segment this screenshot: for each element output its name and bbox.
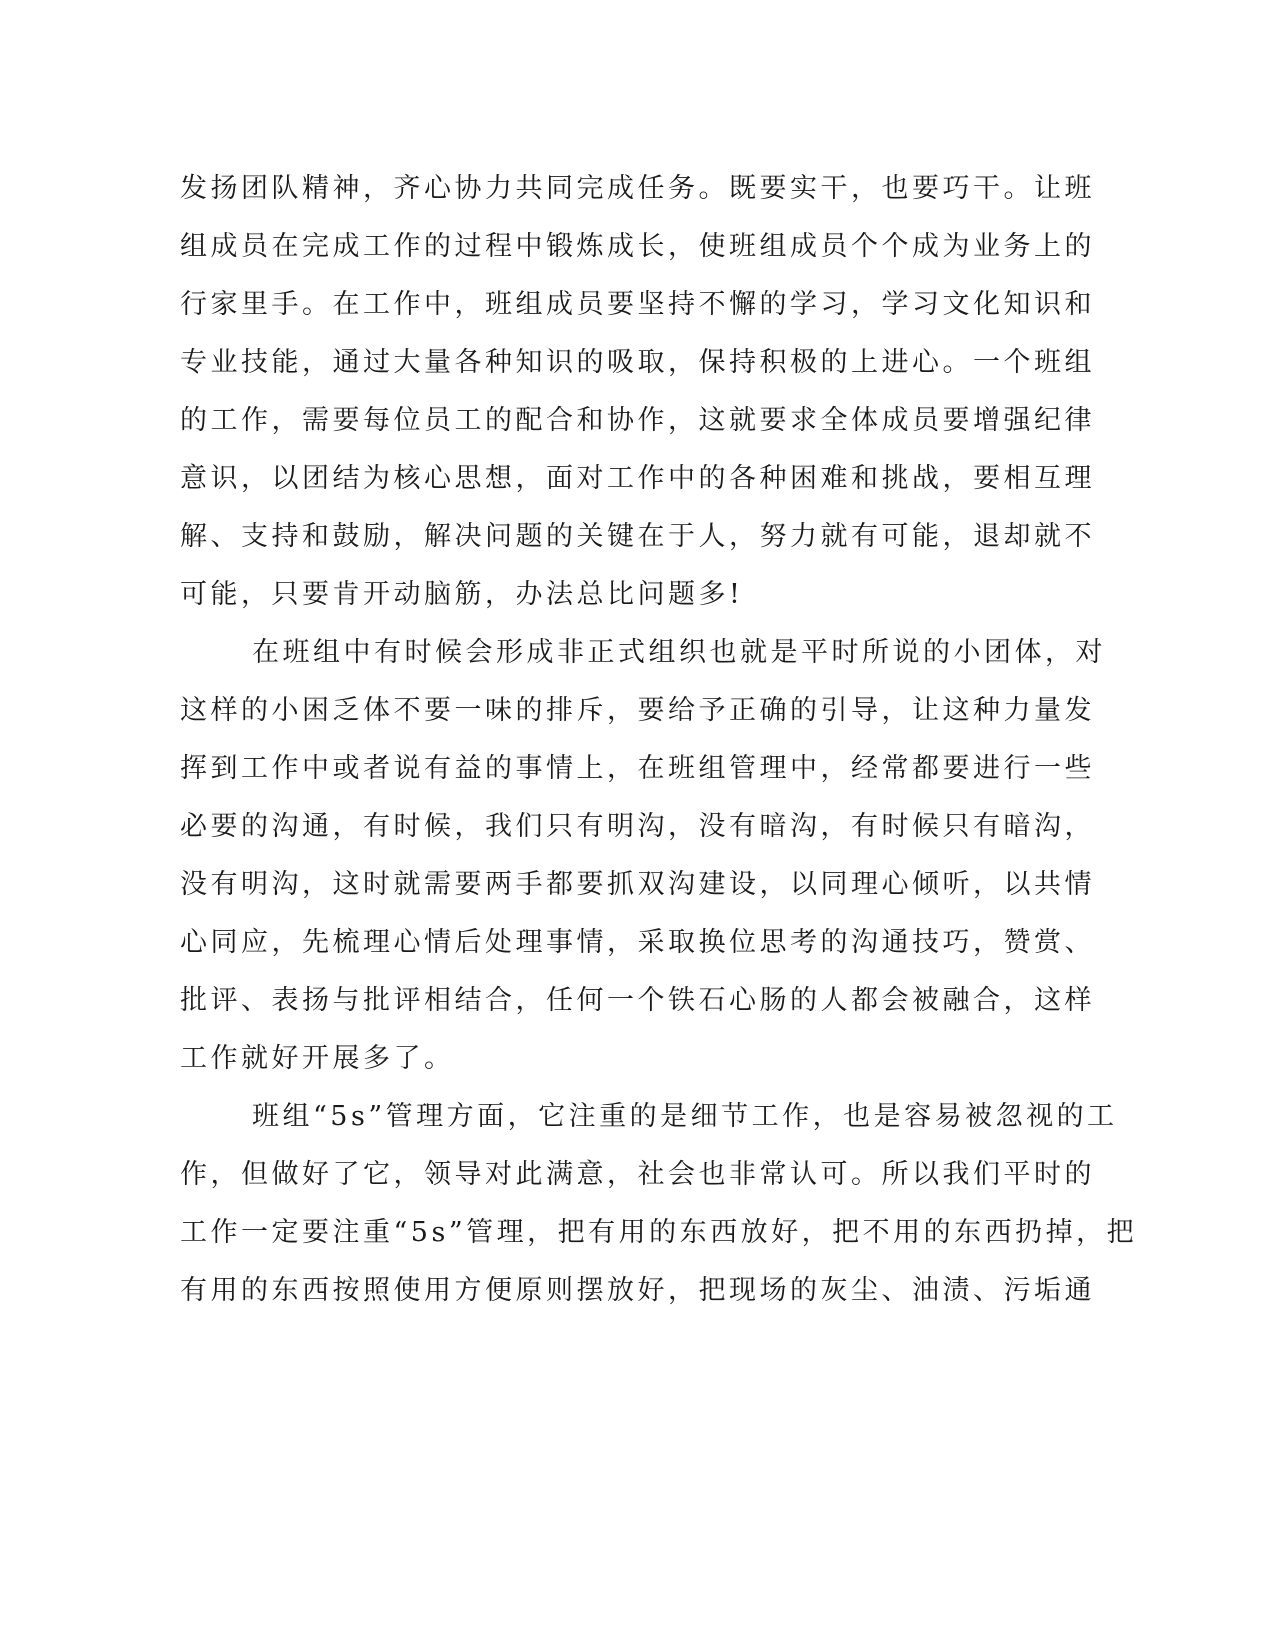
document-body bbox=[180, 160, 1138, 1320]
paragraph-1-line-1: 发扬团队精神，齐心协力共同完成任务。既要实干，也要巧干。让班 bbox=[180, 173, 1095, 204]
paragraph-1-line-7: 解、支持和鼓励，解决问题的关键在于人，努力就有可能，退却就不 bbox=[180, 521, 1095, 552]
paragraph-1-line-6: 意识，以团结为核心思想，面对工作中的各种困难和挑战，要相互理 bbox=[180, 463, 1095, 494]
paragraph-3-line-4: 有用的东西按照使用方便原则摆放好，把现场的灰尘、油渍、污垢通 bbox=[180, 1275, 1095, 1306]
paragraph-3-line-3: 工作一定要注重“5s”管理，把有用的东西放好，把不用的东西扔掉，把 bbox=[180, 1217, 1138, 1248]
paragraph-1-line-5: 的工作，需要每位员工的配合和协作，这就要求全体成员要增强纪律 bbox=[180, 405, 1095, 436]
paragraph-2-line-6: 心同应，先梳理心情后处理事情，采取换位思考的沟通技巧，赞赏、 bbox=[180, 927, 1095, 958]
paragraph-1-line-3: 行家里手。在工作中，班组成员要坚持不懈的学习，学习文化知识和 bbox=[180, 289, 1095, 320]
paragraph-1-line-4: 专业技能，通过大量各种知识的吸取，保持积极的上进心。一个班组 bbox=[180, 347, 1095, 378]
paragraph-1-line-2: 组成员在完成工作的过程中锻炼成长，使班组成员个个成为业务上的 bbox=[180, 231, 1095, 262]
paragraph-2-line-7: 批评、表扬与批评相结合，任何一个铁石心肠的人都会被融合，这样 bbox=[180, 985, 1095, 1016]
paragraph-2-line-3: 挥到工作中或者说有益的事情上，在班组管理中，经常都要进行一些 bbox=[180, 753, 1095, 784]
paragraph-2-line-4: 必要的沟通，有时候，我们只有明沟，没有暗沟，有时候只有暗沟， bbox=[180, 811, 1095, 842]
paragraph-2-line-5: 没有明沟，这时就需要两手都要抓双沟建设，以同理心倾听，以共情 bbox=[180, 869, 1095, 900]
paragraph-3-line-2: 作，但做好了它，领导对此满意，社会也非常认可。所以我们平时的 bbox=[180, 1159, 1095, 1190]
paragraph-3-line-1: 班组“5s”管理方面，它注重的是细节工作，也是容易被忽视的工 bbox=[252, 1101, 1118, 1132]
paragraph-2-line-8: 工作就好开展多了。 bbox=[180, 1043, 455, 1074]
paragraph-2-line-1: 在班组中有时候会形成非正式组织也就是平时所说的小团体，对 bbox=[252, 637, 1106, 668]
paragraph-2-line-2: 这样的小困乏体不要一味的排斥，要给予正确的引导，让这种力量发 bbox=[180, 695, 1095, 726]
paragraph-1-line-8: 可能，只要肯开动脑筋，办法总比问题多! bbox=[180, 579, 744, 610]
